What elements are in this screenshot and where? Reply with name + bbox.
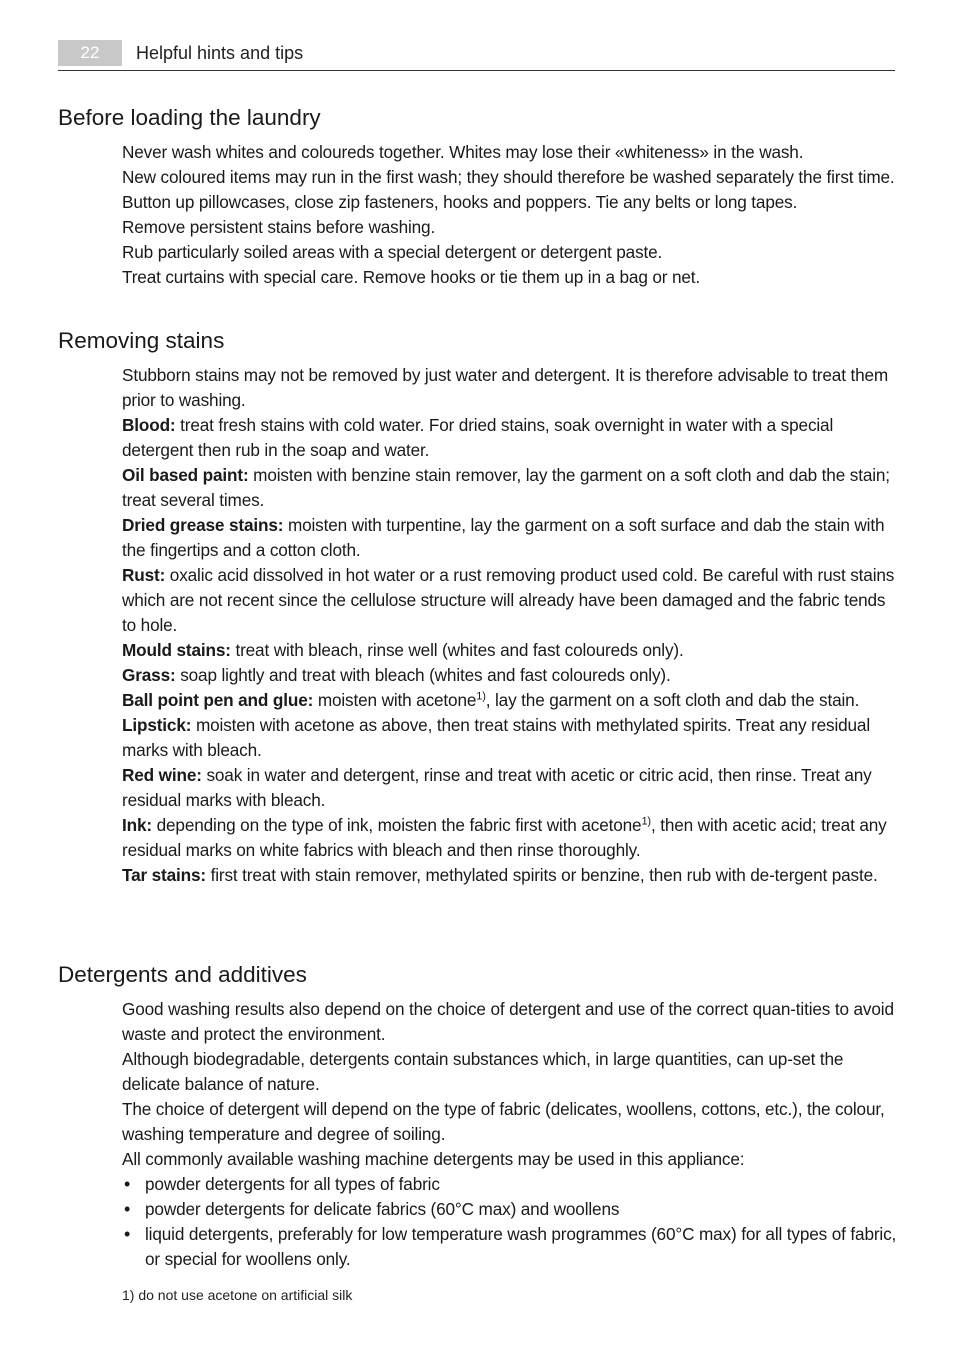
section-title-detergents: Detergents and additives [58, 962, 307, 987]
list-item: • powder detergents for delicate fabrics (60°C max) and woollens [122, 1197, 902, 1222]
section-body-stains [122, 363, 902, 888]
paragraph: The choice of detergent will depend on the type of fabric (delicates, woollens, cottons, etc.), the colour, washing temperature and degree of soiling. [122, 1099, 885, 1144]
stain-label: Ball point pen and glue: [122, 690, 314, 710]
stain-label: Ink: [122, 815, 152, 835]
stain-text: soap lightly and treat with bleach (whites and fast coloureds only). [175, 665, 671, 685]
stain-item [122, 638, 902, 663]
section-title-loading: Before loading the laundry [58, 105, 321, 130]
paragraph: Although biodegradable, detergents contain substances which, in large quantities, can up-set the delicate balance of nature. [122, 1049, 844, 1094]
stain-text: soak in water and detergent, rinse and treat with acetic or citric acid, then rinse. Treat any residual marks with bleach. [122, 765, 872, 810]
paragraph: Remove persistent stains before washing. [122, 217, 436, 237]
stain-text: moisten with turpentine, lay the garment on a soft surface and dab the stain with the fingertips and a cotton cloth. [122, 515, 885, 560]
page-header [58, 40, 895, 71]
stain-label: Blood: [122, 415, 176, 435]
stain-text: treat with bleach, rinse well (whites and fast coloureds only). [230, 640, 684, 660]
paragraph: Good washing results also depend on the choice of detergent and use of the correct quan-tities to avoid waste and protect the environment. [122, 999, 894, 1044]
paragraph: Treat curtains with special care. Remove hooks or tie them up in a bag or net. [122, 267, 701, 287]
stain-text: first treat with stain remover, methylated spirits or benzine, then rub with de-tergent paste. [206, 865, 878, 885]
stain-item [122, 688, 902, 713]
stain-text: oxalic acid dissolved in hot water or a rust removing product used cold. Be careful with rust stains which are not recent since the cellulose structure will already have been damaged and the fabric tends to hole. [122, 565, 895, 635]
stain-item [122, 513, 902, 563]
stain-item [122, 863, 902, 888]
stain-text: depending on the type of ink, moisten the fabric first with acetone [151, 815, 642, 835]
footnote: 1) do not use acetone on artificial silk [122, 1287, 353, 1303]
page-number: 22 [58, 40, 122, 66]
list-item: • powder detergents for all types of fabric [122, 1172, 902, 1197]
stain-label: Dried grease stains: [122, 515, 284, 535]
stain-text: moisten with benzine stain remover, lay the garment on a soft cloth and dab the stain; treat several times. [122, 465, 890, 510]
footnote-ref: 1) [476, 690, 486, 703]
stain-item [122, 413, 902, 463]
header-title: Helpful hints and tips [136, 43, 304, 63]
stains-intro: Stubborn stains may not be removed by just water and detergent. It is therefore advisable to treat them prior to washing. [122, 365, 889, 410]
stain-item [122, 563, 902, 638]
paragraph: New coloured items may run in the first wash; they should therefore be washed separately the first time. [122, 167, 895, 187]
paragraph: Never wash whites and coloureds together. Whites may lose their «whiteness» in the wash. [122, 142, 804, 162]
stain-text-after: , lay the garment on a soft cloth and dab the stain. [485, 690, 860, 710]
stain-label: Grass: [122, 665, 176, 685]
stain-item [122, 663, 902, 688]
list-item: • liquid detergents, preferably for low temperature wash programmes (60°C max) for all types of fabric, or special for woollens only. [122, 1222, 902, 1272]
section-body-detergents [122, 997, 902, 1272]
paragraph: Rub particularly soiled areas with a special detergent or detergent paste. [122, 242, 663, 262]
detergent-list [122, 1172, 902, 1272]
paragraph: All commonly available washing machine detergents may be used in this appliance: [122, 1149, 745, 1169]
stain-item [122, 813, 902, 863]
section-body-loading [122, 140, 902, 290]
stain-text-after: , then with acetic acid; treat any residual marks on white fabrics with bleach and then rinse thoroughly. [122, 815, 887, 860]
stain-item [122, 713, 902, 763]
stain-item [122, 463, 902, 513]
paragraph: Button up pillowcases, close zip fasteners, hooks and poppers. Tie any belts or long tapes. [122, 192, 798, 212]
stain-label: Rust: [122, 565, 166, 585]
stain-item [122, 763, 902, 813]
stain-label: Oil based paint: [122, 465, 249, 485]
stain-text: moisten with acetone [313, 690, 477, 710]
stain-text: treat fresh stains with cold water. For dried stains, soak overnight in water with a special detergent then rub in the soap and water. [122, 415, 834, 460]
stain-label: Red wine: [122, 765, 202, 785]
stain-label: Lipstick: [122, 715, 192, 735]
stain-label: Tar stains: [122, 865, 206, 885]
footnote-ref: 1) [641, 815, 651, 828]
section-title-stains: Removing stains [58, 328, 225, 353]
stain-text: moisten with acetone as above, then treat stains with methylated spirits. Treat any residual marks with bleach. [122, 715, 871, 760]
stain-label: Mould stains: [122, 640, 231, 660]
